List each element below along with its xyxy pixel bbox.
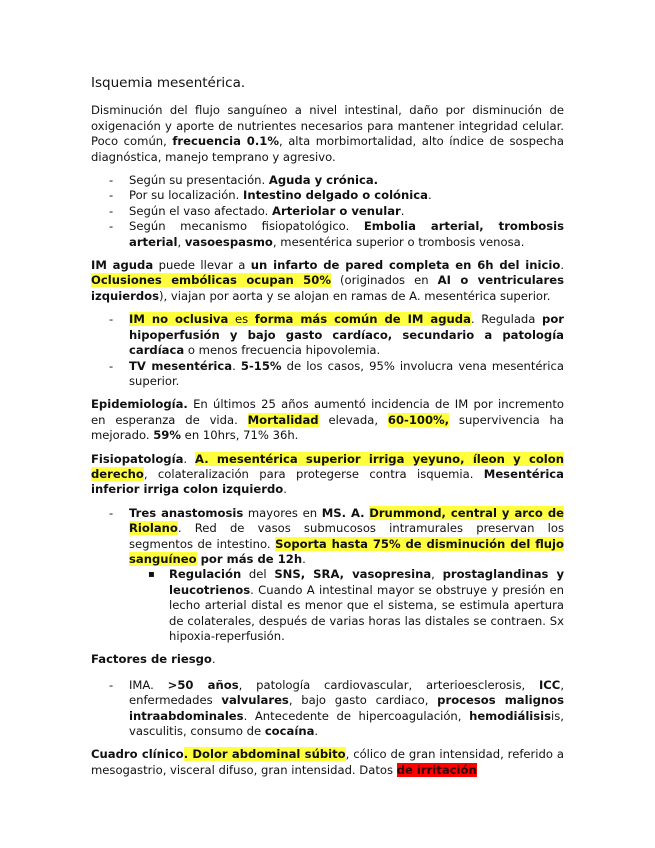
item-bold: Tres anastomosis (129, 505, 244, 520)
list-item (91, 359, 564, 390)
item-bold: secundario a patología cardíaca (129, 327, 564, 358)
list-item (91, 506, 564, 645)
item-text: is, vasculitis, consumo de (129, 708, 564, 739)
item-bold: SNS, SRA, vasopresina (274, 567, 432, 582)
highlight-text: Drummond, central y arco de Riolano (129, 505, 565, 536)
para-text: (originados en (330, 273, 438, 288)
item-text: , patología cardiovascular, arterioesclerosis, (238, 677, 539, 692)
document-title: Isquemia mesentérica. (91, 75, 246, 91)
item-bold: vasoespasmo (184, 234, 273, 249)
item-text: Según mecanismo fisiopatológico. (129, 219, 364, 234)
item-bold: Arteriolar o venular (272, 203, 401, 218)
item-bold: ICC (538, 677, 561, 692)
epidemiology-paragraph (91, 397, 564, 443)
para-text: . (211, 652, 216, 667)
para-text: En últimos 25 años aumentó incidencia de IM por incremento en esperanza de vida. (91, 397, 564, 427)
highlight-text: IM no oclusiva (129, 312, 229, 327)
item-text: Según su presentación. (129, 173, 269, 188)
para-text: . (283, 482, 287, 497)
list-item (91, 219, 564, 250)
highlight-text: A. mesentérica superior irriga yeyuno, íleon y colon derecho (91, 451, 564, 481)
list-item (91, 204, 564, 219)
item-text: IMA. (129, 677, 168, 692)
section-heading: Fisiopatología (91, 451, 184, 466)
item-bold: MS. A. (321, 505, 365, 520)
im-types-list (91, 312, 564, 389)
highlight-text: Mortalidad (247, 412, 319, 427)
section-heading: Epidemiología. (91, 397, 188, 412)
highlight-text: Soporta hasta 75% de disminución del flujo sanguíneo (129, 536, 564, 566)
para-text: puede llevar a (153, 258, 251, 273)
item-text: o menos frecuencia hipovolemia. (184, 343, 381, 358)
list-item (91, 312, 564, 358)
classification-list (91, 173, 564, 250)
para-text: , colateralización para protegerse contra isquemia. (143, 466, 484, 481)
highlight-text: 60-100%, (387, 412, 450, 427)
section-heading: Factores de riesgo (91, 652, 212, 667)
item-bold: Embolia arterial, trombosis arterial (129, 219, 565, 249)
list-item (129, 567, 564, 644)
item-text-end: . (400, 203, 405, 218)
red-highlight-text: de irritación (396, 762, 477, 777)
section-heading: Cuadro clínico (91, 747, 184, 762)
intro-text: Disminución del flujo sanguíneo a nivel intestinal, daño por disminución de oxigenación y aporte de nutrientes necesarios para mantener integridad celular. Poco común, (91, 103, 564, 149)
para-bold: un infarto de pared completa en 6h del inicio (250, 258, 561, 273)
item-text-end: , mesentérica superior o trombosis venosa. (272, 234, 525, 249)
item-bold: 5-15% (240, 358, 282, 373)
item-bold: cocaína (264, 724, 315, 739)
item-text: . Red de vasos submucosos intramurales preservan los segmentos de intestino. (129, 521, 564, 551)
item-bold: Intestino delgado o colónica (243, 188, 428, 203)
anastomosis-list (91, 506, 564, 645)
item-bold: prostaglandinas y leucotrienos (169, 567, 565, 597)
regulation-sublist (129, 567, 564, 644)
highlight-text: es (228, 312, 255, 327)
para-text: , cólico de gran intensidad, referido a mesogastrio, visceral difuso, gran intensidad. Datos (91, 747, 565, 777)
highlight-text: Oclusiones embólicas ocupan 50% (91, 273, 331, 288)
item-bold: hemodiálisis (469, 708, 552, 723)
highlight-text: . Dolor abdominal súbito (183, 747, 346, 762)
item-text: . Antecedente de hipercoagulación, (243, 708, 470, 723)
physiopathology-paragraph (91, 452, 564, 498)
item-bold: valvulares (221, 693, 289, 708)
para-bold: Mesentérica inferior irriga colon izquierdo (91, 466, 564, 497)
item-text: de los casos, 95% involucra vena mesentérica superior. (129, 358, 565, 388)
item-text: del (241, 567, 275, 582)
list-item (91, 678, 564, 740)
item-text-end: . (427, 188, 432, 203)
list-item (91, 188, 564, 203)
risk-factors-list (91, 678, 564, 740)
para-bold: 59% (153, 428, 181, 443)
item-bold: por hipoperfusión y bajo gasto cardíaco, (129, 312, 564, 342)
para-text: elevada, (318, 412, 388, 427)
item-text: Según el vaso afectado. (129, 203, 273, 218)
item-text: . (302, 551, 306, 566)
item-bold: >50 años (167, 677, 239, 692)
item-text: , (431, 567, 443, 582)
im-aguda-paragraph (91, 258, 564, 304)
item-bold: por más de 12h (196, 551, 303, 566)
para-bold: AI o ventriculares izquierdos (91, 273, 564, 303)
item-text: , bajo gasto cardiaco, (288, 693, 438, 708)
clinical-picture-paragraph (91, 747, 564, 778)
para-text: . (183, 451, 196, 466)
document-page (91, 70, 564, 786)
item-text: . Cuando A intestinal mayor se obstruye y presión en lecho arterial distal es menor que el sistema, se estimula apertura de colaterales, después de varias horas las distales se contraen. Sx hipoxia-reperfusión. (169, 582, 564, 643)
item-text: . (232, 358, 241, 373)
para-text: supervivencia ha mejorado. (91, 412, 564, 443)
item-bold: TV mesentérica (129, 358, 233, 373)
list-item (91, 173, 564, 188)
item-bold: procesos malignos intraabdominales (129, 693, 564, 723)
item-text: . (314, 724, 319, 739)
highlight-text: forma más común de IM aguda (254, 312, 471, 327)
intro-paragraph (91, 103, 564, 165)
item-text: , (177, 234, 185, 249)
im-aguda-term: IM aguda (91, 258, 154, 273)
intro-text-end: , alta morbimortalidad, alto índice de sospecha diagnóstica, manejo temprano y agresivo. (91, 134, 564, 164)
item-text: Por su localización. (129, 188, 244, 203)
para-text: ), viajan por aorta y se alojan en ramas de A. mesentérica superior. (159, 288, 551, 303)
item-bold: Regulación (169, 567, 242, 582)
item-text: . Regulada (470, 312, 543, 327)
intro-frequency: frecuencia 0.1% (172, 134, 279, 149)
risk-factors-heading (91, 652, 564, 667)
item-text: , enfermedades (129, 677, 565, 708)
item-bold: Aguda y crónica. (268, 173, 379, 188)
para-text: en 10hrs, 71% 36h. (181, 428, 299, 443)
para-text: . (560, 258, 564, 273)
item-text: mayores en (243, 505, 322, 520)
